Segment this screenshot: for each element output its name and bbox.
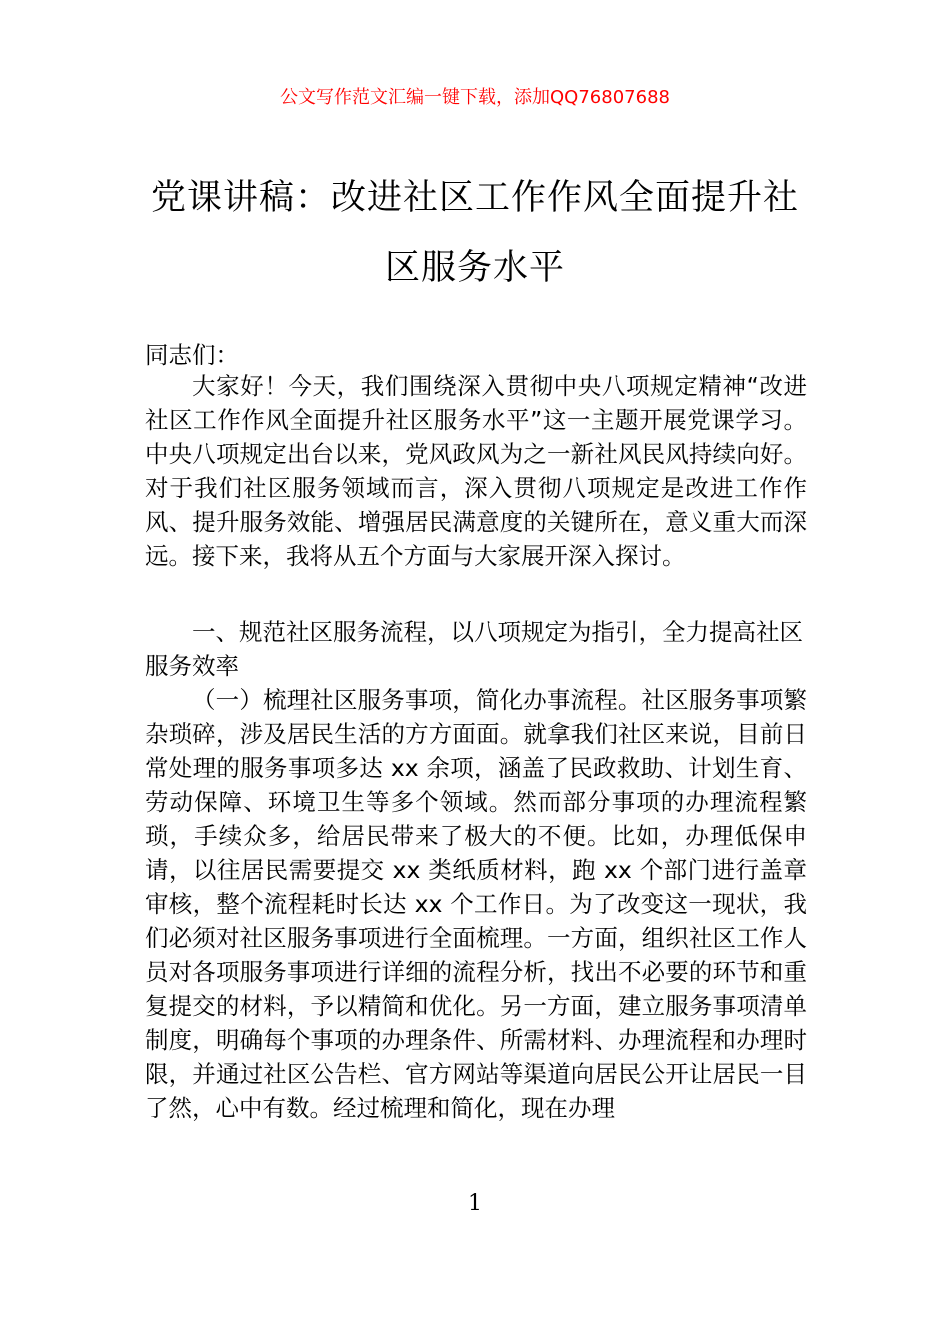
salutation: 同志们：: [145, 341, 239, 369]
document-title-line-2: 区服务水平: [384, 248, 565, 288]
download-link[interactable]: 公文写作范文汇编一键下载，添加QQ76807688: [280, 87, 670, 108]
document-title-line-1: 党课讲稿：改进社区工作作风全面提升社: [150, 178, 799, 218]
paragraph-intro: 大家好！今天，我们围绕深入贯彻中央八项规定精神“改进社区工作作风全面提升社区服务水平”这一主题开展党课学习。中央八项规定出台以来，党风政风为之一新社风民风持续向好。对于我们社区服务领域而言，深入贯彻八项规定是改进工作作风、提升服务效能、增强居民满意度的关键所在，意义重大而深远。接下来，我将从五个方面与大家展开深入探讨。: [145, 372, 807, 570]
section-heading-1: 一、规范社区服务流程，以八项规定为指引，全力提高社区服务效率: [145, 618, 803, 680]
page-number: 1: [468, 1191, 482, 1216]
paragraph-subsection-1: （一）梳理社区服务事项，简化办事流程。社区服务事项繁杂琐碎，涉及居民生活的方方面面。就拿我们社区来说，目前日常处理的服务事项多达 xx 余项，涵盖了民政救助、计划生育、劳动保障、环境卫生等多个领域。然而部分事项的办理流程繁琐，手续众多，给居民带来了极大的不便。比如，办理低保申请，以往居民需要提交 xx 类纸质材料，跑 xx 个部门进行盖章审核，整个流程耗时长达 xx 个工作日。为了改变这一现状，我们必须对社区服务事项进行全面梳理。一方面，组织社区工作人员对各项服务事项进行详细的流程分析，找出不必要的环节和重复提交的材料，予以精简和优化。另一方面，建立服务事项清单制度，明确每个事项的办理条件、所需材料、办理流程和办理时限，并通过社区公告栏、官方网站等渠道向居民公开让居民一目了然，心中有数。经过梳理和简化，现在办理: [145, 686, 807, 1122]
